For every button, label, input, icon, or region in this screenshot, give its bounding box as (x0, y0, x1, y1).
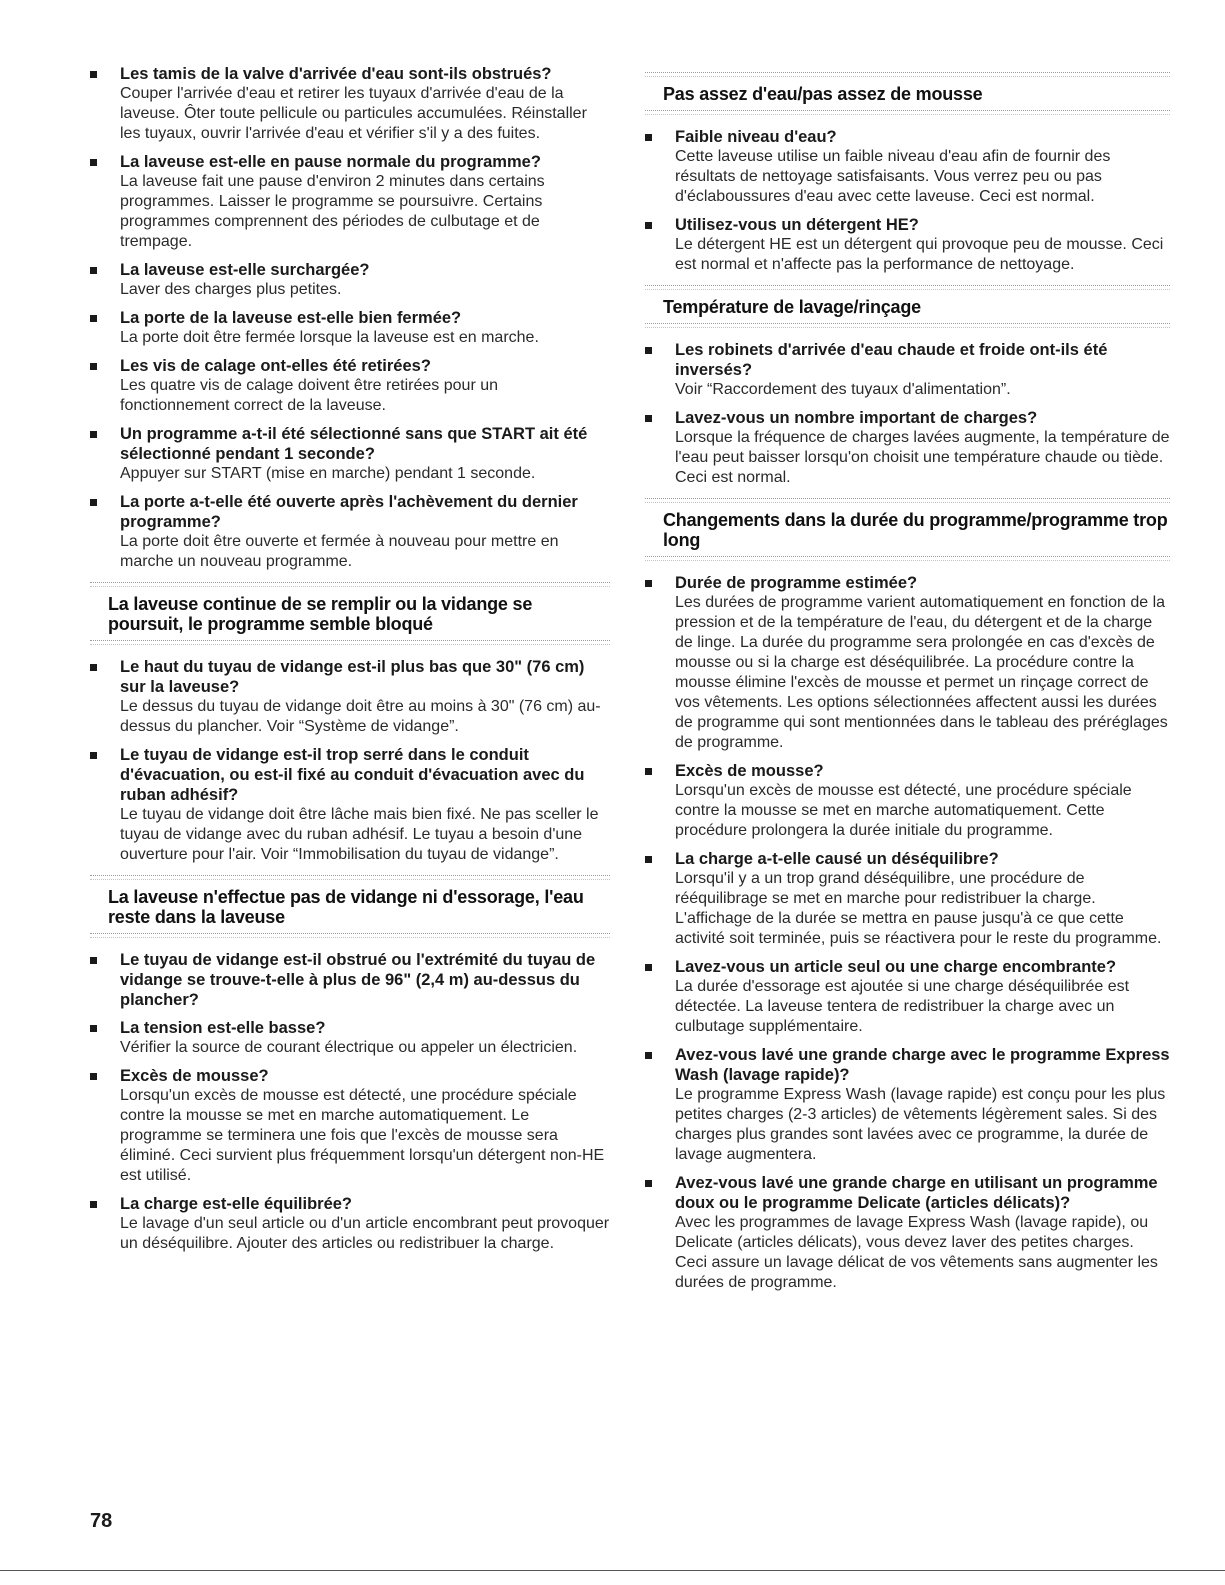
faq-question: Lavez-vous un article seul ou une charge encombrante? (675, 958, 1117, 976)
faq-item (90, 64, 610, 144)
bottom-divider (0, 1570, 1225, 1571)
faq-question: Utilisez-vous un détergent HE? (675, 216, 919, 234)
left-items-group (90, 64, 610, 572)
faq-item (645, 761, 1170, 841)
section-header (645, 285, 1170, 328)
faq-item (90, 424, 610, 484)
bullet-icon (90, 1025, 97, 1032)
faq-item (90, 1194, 610, 1254)
page-number: 78 (90, 1510, 113, 1532)
faq-answer: La porte doit être ouverte et fermée à nouveau pour mettre en marche un nouveau programme. (120, 533, 559, 570)
faq-answer: Le tuyau de vidange doit être lâche mais bien fixé. Ne pas sceller le tuyau de vidange avec du ruban adhésif. Le tuyau a besoin d'une ouverture pour l'air. Voir “Immobilisation du tuyau de vidange”. (120, 806, 599, 863)
bullet-icon (645, 347, 652, 354)
faq-item (645, 573, 1170, 753)
faq-question: Le haut du tuyau de vidange est-il plus bas que 30" (76 cm) sur la laveuse? (120, 658, 585, 696)
faq-answer: Lorsqu'un excès de mousse est détecté, une procédure spéciale contre la mousse se met en marche automatiquement. Le programme se terminera une fois que l'excès de mousse sera éliminé. Ceci survient plus fréquemment lorsqu'un détergent non-HE est utilisé. (120, 1087, 605, 1184)
section-rule-bottom (645, 323, 1170, 328)
faq-question: Excès de mousse? (120, 1067, 269, 1085)
section-title: La laveuse continue de se remplir ou la vidange se poursuit, le programme semble bloqué (108, 594, 533, 634)
faq-question: La charge a-t-elle causé un déséquilibre? (675, 850, 999, 868)
faq-answer: Cette laveuse utilise un faible niveau d'eau afin de fournir des résultats de nettoyage satisfaisants. Vous verrez peu ou pas d'éclaboussures d'eau avec cette laveuse. Ceci est normal. (675, 148, 1111, 205)
bullet-icon (645, 415, 652, 422)
section-header (90, 582, 610, 645)
faq-answer: La durée d'essorage est ajoutée si une charge déséquilibrée est détectée. La laveuse tentera de redistribuer la charge avec un culbutage supplémentaire. (675, 978, 1130, 1035)
bullet-icon (90, 363, 97, 370)
faq-item (645, 849, 1170, 949)
faq-answer: Laver des charges plus petites. (120, 281, 342, 298)
bullet-icon (90, 957, 97, 964)
faq-question: Durée de programme estimée? (675, 574, 918, 592)
faq-question: La porte de la laveuse est-elle bien fermée? (120, 309, 462, 327)
faq-item (645, 957, 1170, 1037)
faq-item (90, 260, 610, 300)
faq-item (645, 1173, 1170, 1293)
faq-item (90, 745, 610, 865)
bullet-icon (645, 1052, 652, 1059)
right-column (645, 64, 1170, 1301)
section-title: Température de lavage/rinçage (663, 297, 921, 317)
faq-answer: Couper l'arrivée d'eau et retirer les tuyaux d'arrivée d'eau de la laveuse. Ôter toute pellicule ou particules accumulées. Réinstaller les tuyaux, ouvrir l'arrivée d'eau et vérifier s'il y a des fuites. (120, 85, 587, 142)
faq-answer: Le détergent HE est un détergent qui provoque peu de mousse. Ceci est normal et n'affecte pas la performance de nettoyage. (675, 236, 1164, 273)
faq-item (645, 127, 1170, 207)
faq-answer: Lorsqu'il y a un trop grand déséquilibre, une procédure de rééquilibrage se met en marche pour redistribuer la charge. L'affichage de la durée se mettra en pause jusqu'à ce que cette activité soit terminée, puis se réactivera pour le reste du programme. (675, 870, 1162, 947)
faq-question: Les robinets d'arrivée d'eau chaude et froide ont-ils été inversés? (675, 341, 1108, 379)
section-rule-bottom (90, 933, 610, 938)
faq-item (90, 356, 610, 416)
bullet-icon (645, 222, 652, 229)
bullet-icon (90, 267, 97, 274)
faq-item (645, 1045, 1170, 1165)
section-title: Changements dans la durée du programme/programme trop long (663, 510, 1168, 550)
faq-answer: Lorsqu'un excès de mousse est détecté, une procédure spéciale contre la mousse se met en marche automatiquement. Cette procédure prolongera la durée initiale du programme. (675, 782, 1132, 839)
bullet-icon (90, 752, 97, 759)
bullet-icon (90, 431, 97, 438)
faq-question: Faible niveau d'eau? (675, 128, 837, 146)
section-header (90, 875, 610, 938)
faq-item (645, 408, 1170, 488)
faq-question: Les tamis de la valve d'arrivée d'eau sont-ils obstrués? (120, 65, 552, 83)
bullet-icon (645, 856, 652, 863)
bullet-icon (645, 134, 652, 141)
left-column (90, 64, 610, 1262)
faq-question: Un programme a-t-il été sélectionné sans que START ait été sélectionné pendant 1 seconde? (120, 425, 588, 463)
faq-question: Excès de mousse? (675, 762, 824, 780)
faq-answer: Avec les programmes de lavage Express Wash (lavage rapide), ou Delicate (articles délicats), vous devez laver des petites charges. Ceci assure un lavage délicat de vos vêtements sans augmenter les durées de programme. (675, 1214, 1158, 1291)
faq-answer: Appuyer sur START (mise en marche) pendant 1 seconde. (120, 465, 536, 482)
bullet-icon (90, 1073, 97, 1080)
bullet-icon (645, 1180, 652, 1187)
faq-item (90, 657, 610, 737)
faq-question: La tension est-elle basse? (120, 1019, 326, 1037)
bullet-icon (645, 768, 652, 775)
bullet-icon (90, 315, 97, 322)
faq-answer: Le dessus du tuyau de vidange doit être au moins à 30" (76 cm) au-dessus du plancher. Voir “Système de vidange”. (120, 698, 601, 735)
faq-answer: La porte doit être fermée lorsque la laveuse est en marche. (120, 329, 539, 346)
faq-question: La laveuse est-elle en pause normale du programme? (120, 153, 541, 171)
bullet-icon (90, 159, 97, 166)
section-header (645, 72, 1170, 115)
section-title: La laveuse n'effectue pas de vidange ni d'essorage, l'eau reste dans la laveuse (108, 887, 584, 927)
faq-item (90, 492, 610, 572)
bullet-icon (645, 964, 652, 971)
faq-answer: Lorsque la fréquence de charges lavées augmente, la température de l'eau peut baisser lorsqu'on choisit une température chaude ou tiède. Ceci est normal. (675, 429, 1170, 486)
bullet-icon (90, 499, 97, 506)
faq-item (90, 152, 610, 252)
faq-question: La laveuse est-elle surchargée? (120, 261, 370, 279)
faq-item (645, 340, 1170, 400)
faq-item (90, 1066, 610, 1186)
faq-question: Lavez-vous un nombre important de charges? (675, 409, 1038, 427)
faq-answer: Les quatre vis de calage doivent être retirées pour un fonctionnement correct de la laveuse. (120, 377, 499, 414)
bullet-icon (645, 580, 652, 587)
section-title: Pas assez d'eau/pas assez de mousse (663, 84, 983, 104)
faq-question: La porte a-t-elle été ouverte après l'achèvement du dernier programme? (120, 493, 578, 531)
faq-answer: Les durées de programme varient automatiquement en fonction de la pression et de la température de l'eau, du détergent et de la charge de linge. La durée du programme sera prolongée en cas d'excès de mousse ou si la charge est déséquilibrée. La procédure contre la mousse élimine l'excès de mousse et permet un rinçage correct de vos vêtements. Les options sélectionnées affectent aussi les durées de programme qui sont mentionnées dans le tableau des préréglages de programme. (675, 594, 1168, 751)
section-rule-bottom (90, 640, 610, 645)
faq-item (645, 215, 1170, 275)
bullet-icon (90, 1201, 97, 1208)
faq-answer: Voir “Raccordement des tuyaux d'alimentation”. (675, 381, 1011, 398)
faq-question: Avez-vous lavé une grande charge avec le programme Express Wash (lavage rapide)? (675, 1046, 1170, 1084)
faq-question: Les vis de calage ont-elles été retirées? (120, 357, 431, 375)
section-rule-bottom (645, 556, 1170, 561)
faq-answer: Le lavage d'un seul article ou d'un article encombrant peut provoquer un déséquilibre. Ajouter des articles ou redistribuer la charge. (120, 1215, 610, 1252)
faq-answer: Vérifier la source de courant électrique ou appeler un électricien. (120, 1039, 578, 1056)
bullet-icon (90, 71, 97, 78)
faq-answer: La laveuse fait une pause d'environ 2 minutes dans certains programmes. Laisser le programme se poursuivre. Certains programmes comprennent des périodes de culbutage et de trempage. (120, 173, 545, 250)
faq-question: Le tuyau de vidange est-il obstrué ou l'extrémité du tuyau de vidange se trouve-t-elle à plus de 96" (2,4 m) au-dessus du plancher? (120, 951, 596, 1009)
faq-answer: Le programme Express Wash (lavage rapide) est conçu pour les plus petites charges (2-3 articles) de vêtements légèrement sales. Si des charges plus grandes sont lavées avec ce programme, la durée de lavage augmentera. (675, 1086, 1166, 1163)
faq-question: Le tuyau de vidange est-il trop serré dans le conduit d'évacuation, ou est-il fixé au conduit d'évacuation avec du ruban adhésif? (120, 746, 585, 804)
section-header (645, 498, 1170, 561)
faq-item (90, 308, 610, 348)
section-rule-bottom (645, 110, 1170, 115)
faq-item (90, 1018, 610, 1058)
faq-question: Avez-vous lavé une grande charge en utilisant un programme doux ou le programme Delicate (articles délicats)? (675, 1174, 1158, 1212)
bullet-icon (90, 664, 97, 671)
faq-item (90, 950, 610, 1010)
faq-question: La charge est-elle équilibrée? (120, 1195, 352, 1213)
